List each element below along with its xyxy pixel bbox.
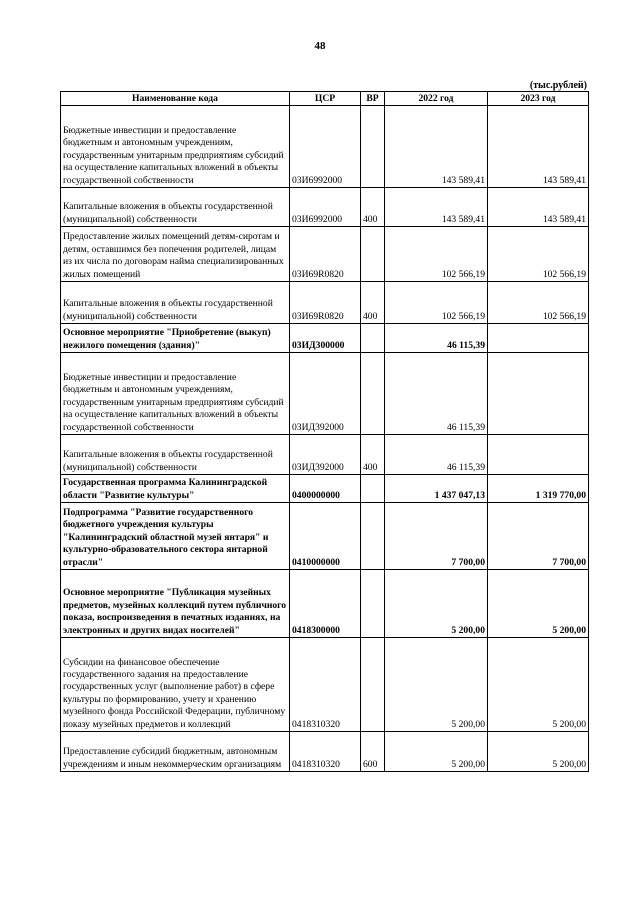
row-value-2022: 143 589,41 xyxy=(385,106,488,188)
row-value-2023 xyxy=(488,353,589,435)
row-value-2022: 1 437 047,13 xyxy=(385,475,488,503)
row-vr xyxy=(361,570,385,638)
row-value-2022: 143 589,41 xyxy=(385,188,488,227)
row-value-2022: 46 115,39 xyxy=(385,353,488,435)
header-name: Наименование кода xyxy=(61,92,290,106)
row-name: Капитальные вложения в объекты государственной (муниципальной) собственности xyxy=(61,435,290,475)
row-csr: 03И69R0820 xyxy=(290,227,361,282)
row-vr xyxy=(361,324,385,353)
table-row xyxy=(61,503,589,570)
row-csr: 03ИД392000 xyxy=(290,353,361,435)
row-csr: 03И69R0820 xyxy=(290,282,361,324)
row-name: Субсидии на финансовое обеспечение государственного задания на предоставление государственных услуг (выполнение работ) в сфере культуры по формированию, учету и хранению музейного фонда Российской Федерации, публичному показу музейных предметов и коллекций xyxy=(61,638,290,732)
row-csr: 0418310320 xyxy=(290,638,361,732)
row-value-2022: 102 566,19 xyxy=(385,227,488,282)
row-name: Предоставление жилых помещений детям-сиротам и детям, оставшимся без попечения родителей, лицам из их числа по договорам найма специализированных жилых помещений xyxy=(61,227,290,282)
table-row xyxy=(61,732,589,772)
row-value-2022: 46 115,39 xyxy=(385,435,488,475)
header-2023: 2023 год xyxy=(488,92,589,106)
table-body xyxy=(61,106,589,772)
row-value-2023: 5 200,00 xyxy=(488,732,589,772)
row-vr xyxy=(361,227,385,282)
table-row xyxy=(61,324,589,353)
row-value-2022: 46 115,39 xyxy=(385,324,488,353)
row-name: Бюджетные инвестиции и предоставление бюджетным и автономным учреждениям, государственным унитарным предприятиям субсидий на осуществление капитальных вложений в объекты государственной собственности xyxy=(61,353,290,435)
header-csr: ЦСР xyxy=(290,92,361,106)
row-vr xyxy=(361,503,385,570)
row-csr: 03И6992000 xyxy=(290,106,361,188)
row-vr: 600 xyxy=(361,732,385,772)
row-csr: 0418310320 xyxy=(290,732,361,772)
table-row xyxy=(61,353,589,435)
row-value-2023: 5 200,00 xyxy=(488,638,589,732)
table-row xyxy=(61,106,589,188)
row-csr: 0400000000 xyxy=(290,475,361,503)
row-value-2022: 102 566,19 xyxy=(385,282,488,324)
row-name: Основное мероприятие "Публикация музейных предметов, музейных коллекций путем публичного показа, воспроизведения в печатных изданиях, на электронных и других видах носителей" xyxy=(61,570,290,638)
table-row xyxy=(61,282,589,324)
row-value-2022: 5 200,00 xyxy=(385,732,488,772)
row-value-2023 xyxy=(488,324,589,353)
row-name: Капитальные вложения в объекты государственной (муниципальной) собственности xyxy=(61,188,290,227)
header-row xyxy=(61,92,589,106)
row-value-2022: 7 700,00 xyxy=(385,503,488,570)
row-csr: 03И6992000 xyxy=(290,188,361,227)
row-vr: 400 xyxy=(361,282,385,324)
row-csr: 03ИД300000 xyxy=(290,324,361,353)
row-value-2022: 5 200,00 xyxy=(385,570,488,638)
page-number: 48 xyxy=(314,40,326,52)
row-csr: 0410000000 xyxy=(290,503,361,570)
table-row xyxy=(61,435,589,475)
row-name: Подпрограмма "Развитие государственного бюджетного учреждения культуры "Калининградский областной музей янтаря" и культурно-образовательного сектора янтарной отрасли" xyxy=(61,503,290,570)
row-vr xyxy=(361,353,385,435)
row-name: Бюджетные инвестиции и предоставление бюджетным и автономным учреждениям, государственным унитарным предприятиям субсидий на осуществление капитальных вложений в объекты государственной собственности xyxy=(61,106,290,188)
row-value-2023: 7 700,00 xyxy=(488,503,589,570)
row-value-2023: 143 589,41 xyxy=(488,106,589,188)
row-csr: 03ИД392000 xyxy=(290,435,361,475)
units-label: (тыс.рублей) xyxy=(529,80,587,91)
row-value-2023: 143 589,41 xyxy=(488,188,589,227)
table-row xyxy=(61,638,589,732)
row-csr: 0418300000 xyxy=(290,570,361,638)
row-value-2023: 102 566,19 xyxy=(488,282,589,324)
table-row xyxy=(61,188,589,227)
row-vr: 400 xyxy=(361,435,385,475)
row-value-2023: 5 200,00 xyxy=(488,570,589,638)
row-vr: 400 xyxy=(361,188,385,227)
row-value-2023: 102 566,19 xyxy=(488,227,589,282)
header-2022: 2022 год xyxy=(385,92,488,106)
table-row xyxy=(61,475,589,503)
row-name: Капитальные вложения в объекты государственной (муниципальной) собственности xyxy=(61,282,290,324)
row-name: Предоставление субсидий бюджетным, автономным учреждениям и иным некоммерческим организациям xyxy=(61,732,290,772)
row-value-2023 xyxy=(488,435,589,475)
row-name: Основное мероприятие "Приобретение (выкуп) нежилого помещения (здания)" xyxy=(61,324,290,353)
budget-table xyxy=(60,91,589,772)
row-name: Государственная программа Калининградской области "Развитие культуры" xyxy=(61,475,290,503)
row-vr xyxy=(361,475,385,503)
row-value-2023: 1 319 770,00 xyxy=(488,475,589,503)
table-row xyxy=(61,227,589,282)
row-vr xyxy=(361,638,385,732)
row-vr xyxy=(361,106,385,188)
table-row xyxy=(61,570,589,638)
header-vr: ВР xyxy=(361,92,385,106)
row-value-2022: 5 200,00 xyxy=(385,638,488,732)
